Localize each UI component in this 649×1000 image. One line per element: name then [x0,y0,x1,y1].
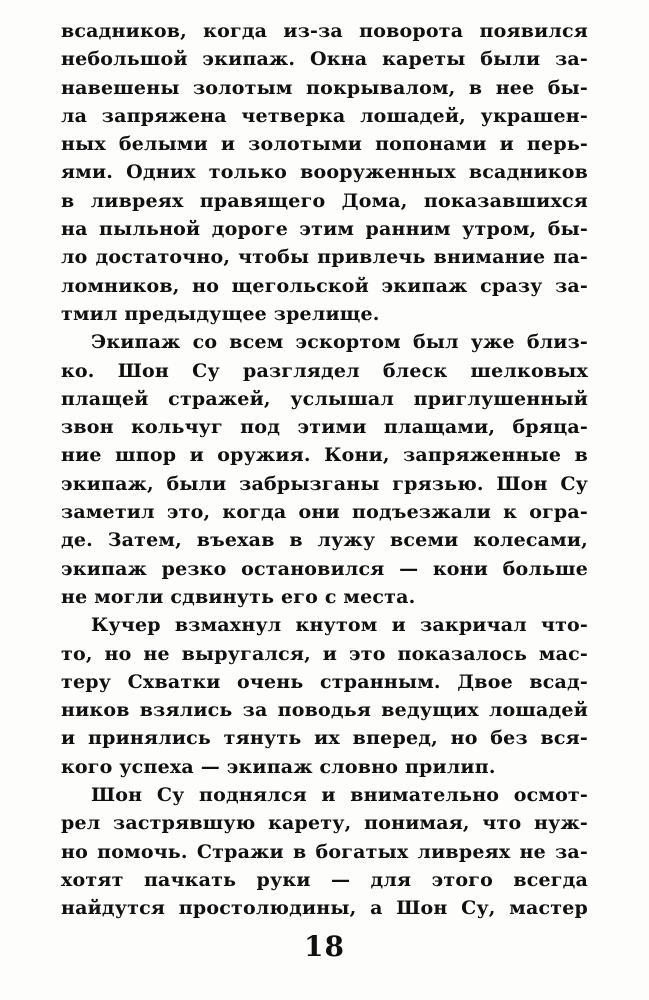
paragraph [61,781,588,922]
text-line: всадников, когда из-за поворота появился [61,20,588,42]
page-number: 18 [304,930,345,963]
paragraph [61,328,588,611]
text-line: Кучер взмахнул кнутом и закричал что- [91,614,588,637]
text-line: ла запряжена четверка лошадей, украшен- [61,104,588,127]
text-line: кого успеха — экипаж словно прилип. [61,755,496,778]
text-line: в ливреях правящего Дома, показавшихся [61,189,588,212]
text-line: то, но не выругался, и это показалось мас- [61,642,588,665]
text-line: ло достаточно, чтобы привлечь внимание па- [61,246,588,269]
text-line: Экипаж со всем эскортом был уже близ- [91,331,588,354]
text-line: звон кольчуг под этими плащами, бряца- [61,416,588,439]
text-line: экипаж, были забрызганы грязью. Шон Су [61,472,588,495]
text-line: ние шпор и оружия. Кони, запряженные в [61,444,588,467]
text-line: ломников, но щегольской экипаж сразу за- [61,274,588,297]
text-line: Шон Су поднялся и внимательно осмот- [91,784,588,807]
text-line: экипаж резко остановился — кони больше [61,557,588,580]
text-line: но помочь. Стражи в богатых ливреях не за- [61,840,588,863]
text-line: ников взялись за поводья ведущих лошадей [61,699,588,722]
text-line: ями. Одних только вооруженных всадников [61,161,588,184]
text-line: тмил предыдущее зрелище. [61,302,380,325]
text-line: теру Схватки очень странным. Двое всад- [61,670,588,693]
text-line: ко. Шон Су разглядел блеск шелковых [61,359,588,382]
text-line: и принялись тянуть их вперед, но без вся- [61,727,588,750]
paragraph [61,17,588,328]
page-text [61,17,588,923]
text-line: навешены золотым покрывалом, в нее бы- [61,76,588,99]
text-line: не могли сдвинуть его с места. [61,585,416,608]
text-line: на пыльной дороге этим ранним утром, бы- [61,218,588,241]
text-line: небольшой экипаж. Окна кареты были за- [61,48,588,71]
text-line: де. Затем, въехав в лужу всеми колесами, [61,529,588,552]
text-line: рел застрявшую карету, понимая, что нуж- [61,812,588,835]
text-line: ных белыми и золотыми попонами и перь- [61,133,588,156]
text-line: плащей стражей, услышал приглушенный [61,387,588,410]
paragraph [61,611,588,781]
text-line: хотят пачкать руки — для этого всегда [61,868,588,891]
text-line: найдутся простолюдины, а Шон Су, мастер [61,897,588,920]
text-line: заметил это, когда они подъезжали к огра- [61,501,588,524]
